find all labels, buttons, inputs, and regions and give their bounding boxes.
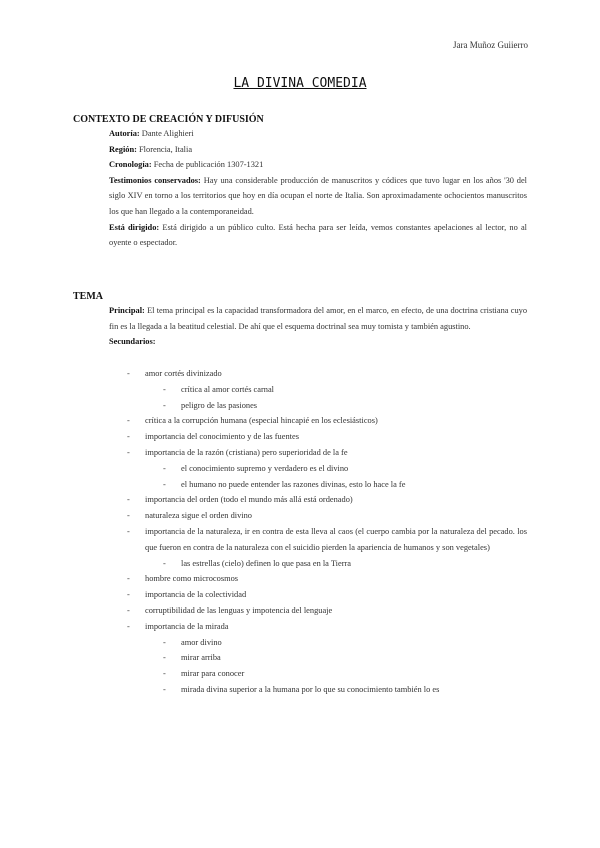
list-item-text: mirar para conocer [181, 669, 245, 679]
bullet-dash: - [163, 463, 166, 473]
list-item-text: importancia del orden (todo el mundo más allá está ordenado) [145, 495, 353, 505]
list-item-text: mirada divina superior a la humana por lo que su conocimiento también lo es [181, 684, 440, 694]
list-item [109, 619, 527, 635]
bullet-dash: - [127, 605, 130, 615]
region-label: Región: [109, 144, 137, 154]
sub-list-item [109, 556, 527, 572]
sub-list-item [109, 477, 527, 493]
testimonios-line [109, 173, 527, 220]
bullet-dash: - [127, 574, 130, 584]
list-item-text: importancia de la razón (cristiana) pero superioridad de la fe [145, 447, 348, 457]
list-item-text: amor divino [181, 637, 222, 647]
list-item [109, 366, 527, 382]
section-heading-tema: TEMA [73, 291, 103, 302]
bullet-dash: - [163, 400, 166, 410]
list-item-text: corruptibilidad de las lenguas y impotencia del lenguaje [145, 605, 333, 615]
list-item [109, 492, 527, 508]
sub-list-item [109, 461, 527, 477]
section-heading-contexto: CONTEXTO DE CREACIÓN Y DIFUSIÓN [73, 114, 264, 125]
autoria-line [109, 126, 527, 142]
testimonios-label: Testimonios conservados: [109, 175, 201, 185]
bullet-dash: - [163, 653, 166, 663]
list-item [109, 413, 527, 429]
list-item-text: peligro de las pasiones [181, 400, 258, 410]
list-item [109, 445, 527, 461]
sub-list-item [109, 650, 527, 666]
sub-list-item [109, 382, 527, 398]
autoria-value: Dante Alighieri [141, 129, 194, 138]
secundarios-label: Secundarios: [109, 337, 156, 347]
bullet-dash: - [163, 669, 166, 679]
principal-line [109, 303, 527, 334]
list-item-text: crítica a la corrupción humana (especial hincapié en los eclesiásticos) [145, 416, 378, 426]
bullet-dash: - [163, 637, 166, 647]
autoria-label: Autoría: [109, 129, 140, 138]
sub-list-item [109, 666, 527, 682]
secundarios-line [109, 334, 527, 350]
list-item-text: importancia del conocimiento y de las fuentes [145, 432, 299, 442]
bullet-dash: - [127, 526, 130, 536]
document-title: LA DIVINA COMEDIA [233, 76, 367, 91]
list-item [109, 508, 527, 524]
bullet-dash: - [163, 558, 166, 568]
author-name: Jara Muñoz Guiierro [453, 40, 528, 50]
list-item [109, 571, 527, 587]
region-value: Florencia, Italia [139, 144, 193, 154]
cronologia-value: Fecha de publicación 1307-1321 [153, 160, 264, 170]
list-item [109, 587, 527, 603]
list-item [109, 429, 527, 445]
list-item-text: amor cortés divinizado [145, 369, 222, 378]
list-item-text: importancia de la naturaleza, ir en contra de esta lleva al caos (el cuerpo cambia por la naturaleza del pecado. los que fueron en contra de la naturaleza con el suicidio pierden la apariencia de humanos y son vegetales) [145, 526, 527, 552]
list-item [109, 603, 527, 619]
sub-list-item [109, 398, 527, 414]
list-item-text: las estrellas (cielo) definen lo que pasa en la Tierra [181, 558, 351, 568]
bullet-dash: - [127, 511, 130, 521]
dirigido-value: Está dirigido a un público culto. Está hecha para ser leída, vemos constantes apelaciones al lector, no al oyente o espectador. [109, 222, 528, 248]
list-item-text: hombre como microcosmos [145, 574, 239, 584]
list-item-text: el humano no puede entender las razones divinas, esto lo hace la fe [181, 479, 406, 489]
sub-list-item [109, 682, 527, 698]
bullet-dash: - [163, 384, 166, 394]
principal-value: El tema principal es la capacidad transformadora del amor, en el marco, en efecto, de una doctrina cristiana cuyo fin es la llegada a la beatitud celestial. De ahí que el esquema doctrinal sea muy tomista y también agustino. [109, 306, 528, 331]
sub-list-item [109, 635, 527, 651]
cronologia-line [109, 157, 527, 173]
cronologia-label: Cronología: [109, 160, 152, 170]
list-item-text: importancia de la mirada [145, 621, 229, 631]
tema-principal-block [109, 303, 527, 350]
list-item-text: crítica al amor cortés carnal [181, 384, 275, 394]
dirigido-line [109, 220, 527, 251]
list-item-text: importancia de la colectividad [145, 590, 247, 600]
list-item-text: naturaleza sigue el orden divino [145, 511, 252, 521]
bullet-dash: - [127, 432, 130, 442]
dirigido-label: Está dirigido: [109, 222, 160, 232]
list-item-text: el conocimiento supremo y verdadero es el divino [181, 463, 349, 473]
list-item-text: mirar arriba [181, 653, 221, 663]
principal-label: Principal: [109, 306, 145, 315]
bullet-dash: - [127, 447, 130, 457]
context-block [109, 126, 527, 251]
bullet-dash: - [163, 684, 166, 694]
secondary-themes-list [109, 366, 527, 698]
list-item [109, 524, 527, 556]
bullet-dash: - [127, 369, 130, 378]
bullet-dash: - [127, 590, 130, 600]
bullet-dash: - [127, 416, 130, 426]
region-line [109, 142, 527, 158]
bullet-dash: - [127, 621, 130, 631]
testimonios-value: Hay una considerable producción de manuscritos y códices que tuvo lugar en los años '30 del siglo XIV en torno a los territorios que hoy en día ocupan el norte de Italia. Son aproximadamente ochocientos manuscritos los que han llegado a la contemporaneidad. [109, 175, 528, 216]
bullet-dash: - [163, 479, 166, 489]
bullet-dash: - [127, 495, 130, 505]
